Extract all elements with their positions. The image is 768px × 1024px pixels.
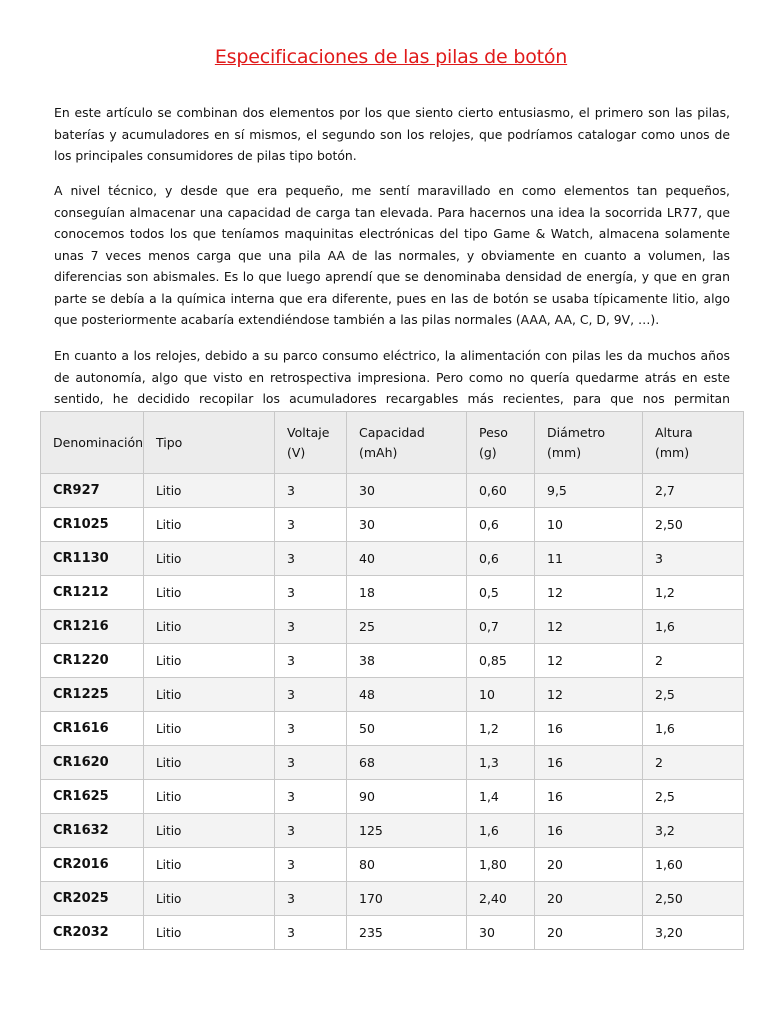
table-cell: 16 bbox=[535, 712, 643, 746]
table-cell: 30 bbox=[347, 474, 467, 508]
table-cell: 80 bbox=[347, 848, 467, 882]
table-cell: 1,6 bbox=[643, 712, 744, 746]
table-cell: CR1616 bbox=[41, 712, 144, 746]
table-cell: Litio bbox=[144, 916, 275, 950]
table-cell: Litio bbox=[144, 474, 275, 508]
table-cell: 16 bbox=[535, 746, 643, 780]
column-header-text: Denominación bbox=[53, 434, 144, 450]
table-cell: CR1625 bbox=[41, 780, 144, 814]
table-cell: 3 bbox=[275, 848, 347, 882]
table-cell: Litio bbox=[144, 746, 275, 780]
table-cell: 1,2 bbox=[643, 576, 744, 610]
table-cell: CR927 bbox=[41, 474, 144, 508]
column-header-text: (V) bbox=[287, 444, 306, 460]
column-header-text: (mm) bbox=[547, 444, 582, 460]
table-cell: 1,3 bbox=[467, 746, 535, 780]
intro-paragraph: En este artículo se combinan dos elementos por los que siento cierto entusiasmo, el primero son las pilas, baterías y acumuladores en sí mismos, el segundo son los relojes, que podríamos catalogar como unos de los principales consumidores de pilas tipo botón. bbox=[54, 105, 730, 164]
table-row bbox=[41, 882, 744, 916]
table-row bbox=[41, 542, 744, 576]
table-row bbox=[41, 644, 744, 678]
table-cell: 1,60 bbox=[643, 848, 744, 882]
column-header-text: Diámetro bbox=[547, 424, 606, 440]
table-cell: 16 bbox=[535, 780, 643, 814]
column-header bbox=[467, 412, 535, 474]
table-cell: 3 bbox=[275, 916, 347, 950]
table-cell: Litio bbox=[144, 610, 275, 644]
column-header bbox=[144, 412, 275, 474]
page-title: Especificaciones de las pilas de botón bbox=[214, 46, 568, 68]
table-cell: 3 bbox=[275, 746, 347, 780]
table-cell: 25 bbox=[347, 610, 467, 644]
table-cell: CR1216 bbox=[41, 610, 144, 644]
table-cell: Litio bbox=[144, 678, 275, 712]
column-header bbox=[41, 412, 144, 474]
table-cell: 3 bbox=[275, 712, 347, 746]
table-cell: Litio bbox=[144, 508, 275, 542]
table-cell: 12 bbox=[535, 610, 643, 644]
table-row bbox=[41, 916, 744, 950]
table-cell: 2,50 bbox=[643, 508, 744, 542]
column-header-text: Peso bbox=[479, 424, 508, 440]
table-cell: 18 bbox=[347, 576, 467, 610]
technical-paragraph: A nivel técnico, y desde que era pequeño, me sentí maravillado en como elementos tan pequeños, conseguían almacenar una capacidad de carga tan elevada. Para hacernos una idea la socorrida LR77, que conocemos todos los que teníamos maquinitas electrónicas del tipo Game & Watch, almacena solamente unas 7 veces menos carga que una pila AA de las normales, y obviamente en cuanto a volumen, las diferencias son abismales. Es lo que luego aprendí que se denominaba densidad de energía, y que en gran parte se debía a la química interna que era diferente, pues en las de botón se usaba típicamente litio, algo que posteriormente acabaría extendiéndose también a las pilas normales (AAA, AA, C, D, 9V, …). bbox=[54, 183, 730, 328]
table-cell: 0,7 bbox=[467, 610, 535, 644]
watches-paragraph: En cuanto a los relojes, debido a su parco consumo eléctrico, la alimentación con pilas les da muchos años de autonomía, algo que visto en retrospectiva impresiona. Pero como no quería quedarme atrás en este sentido, he decidido recopilar los acumuladores recargables más recientes, para que nos permitan bbox=[54, 348, 730, 407]
table-cell: 3,20 bbox=[643, 916, 744, 950]
table-cell: 2,40 bbox=[467, 882, 535, 916]
table-row bbox=[41, 848, 744, 882]
table-cell: CR2032 bbox=[41, 916, 144, 950]
table-cell: 38 bbox=[347, 644, 467, 678]
table-cell: 3,2 bbox=[643, 814, 744, 848]
column-header bbox=[275, 412, 347, 474]
table-cell: 3 bbox=[275, 678, 347, 712]
table-cell: 2,50 bbox=[643, 882, 744, 916]
table-cell: 1,6 bbox=[643, 610, 744, 644]
column-header-text: Capacidad bbox=[359, 424, 425, 440]
table-cell: 3 bbox=[275, 882, 347, 916]
table-cell: 3 bbox=[275, 576, 347, 610]
table-cell: 48 bbox=[347, 678, 467, 712]
table-cell: 2,7 bbox=[643, 474, 744, 508]
table-cell: 3 bbox=[275, 610, 347, 644]
table-cell: Litio bbox=[144, 780, 275, 814]
column-header bbox=[347, 412, 467, 474]
table-cell: 0,6 bbox=[467, 508, 535, 542]
table-cell: 1,4 bbox=[467, 780, 535, 814]
table-cell: 125 bbox=[347, 814, 467, 848]
table-cell: Litio bbox=[144, 576, 275, 610]
table-cell: 12 bbox=[535, 576, 643, 610]
column-header-text: (mm) bbox=[655, 444, 690, 460]
table-cell: 2,5 bbox=[643, 780, 744, 814]
table-cell: Litio bbox=[144, 882, 275, 916]
table-cell: CR1212 bbox=[41, 576, 144, 610]
table-cell: CR1220 bbox=[41, 644, 144, 678]
table-row bbox=[41, 678, 744, 712]
column-header-text: (mAh) bbox=[359, 444, 398, 460]
table-cell: 2 bbox=[643, 644, 744, 678]
table-cell: Litio bbox=[144, 814, 275, 848]
table-cell: 16 bbox=[535, 814, 643, 848]
table-row bbox=[41, 746, 744, 780]
column-header-text: Tipo bbox=[156, 434, 183, 450]
column-header bbox=[535, 412, 643, 474]
table-row bbox=[41, 576, 744, 610]
table-cell: Litio bbox=[144, 644, 275, 678]
table-cell: 20 bbox=[535, 882, 643, 916]
table-cell: 3 bbox=[275, 814, 347, 848]
table-row bbox=[41, 780, 744, 814]
table-row bbox=[41, 712, 744, 746]
table-cell: 0,60 bbox=[467, 474, 535, 508]
table-cell: 3 bbox=[275, 542, 347, 576]
table-cell: 3 bbox=[275, 474, 347, 508]
table-cell: 3 bbox=[275, 508, 347, 542]
table-cell: CR1620 bbox=[41, 746, 144, 780]
table-cell: 10 bbox=[467, 678, 535, 712]
table-cell: CR1632 bbox=[41, 814, 144, 848]
table-row bbox=[41, 814, 744, 848]
table-cell: 12 bbox=[535, 678, 643, 712]
table-cell: 30 bbox=[467, 916, 535, 950]
table-cell: 1,80 bbox=[467, 848, 535, 882]
column-header bbox=[643, 412, 744, 474]
table-cell: 68 bbox=[347, 746, 467, 780]
table-cell: 2,5 bbox=[643, 678, 744, 712]
table-cell: CR2025 bbox=[41, 882, 144, 916]
table-cell: CR1130 bbox=[41, 542, 144, 576]
table-cell: 3 bbox=[275, 780, 347, 814]
table-cell: 9,5 bbox=[535, 474, 643, 508]
table-row bbox=[41, 508, 744, 542]
table-cell: 170 bbox=[347, 882, 467, 916]
table-cell: 3 bbox=[275, 644, 347, 678]
column-header-text: Altura bbox=[655, 424, 693, 440]
table-cell: 20 bbox=[535, 848, 643, 882]
table-cell: 50 bbox=[347, 712, 467, 746]
table-cell: CR1225 bbox=[41, 678, 144, 712]
table-header-row bbox=[41, 412, 744, 474]
table-cell: 30 bbox=[347, 508, 467, 542]
table-row bbox=[41, 474, 744, 508]
table-cell: CR1025 bbox=[41, 508, 144, 542]
table-cell: 90 bbox=[347, 780, 467, 814]
table-cell: 40 bbox=[347, 542, 467, 576]
table-cell: 0,6 bbox=[467, 542, 535, 576]
table-cell: 235 bbox=[347, 916, 467, 950]
table-cell: Litio bbox=[144, 542, 275, 576]
table-cell: 3 bbox=[643, 542, 744, 576]
table-cell: 12 bbox=[535, 644, 643, 678]
table-cell: 0,85 bbox=[467, 644, 535, 678]
table-cell: 0,5 bbox=[467, 576, 535, 610]
table-cell: 2 bbox=[643, 746, 744, 780]
table-cell: 11 bbox=[535, 542, 643, 576]
table-cell: Litio bbox=[144, 712, 275, 746]
table-cell: 1,6 bbox=[467, 814, 535, 848]
battery-specs-table bbox=[40, 411, 744, 950]
column-header-text: Voltaje bbox=[287, 424, 330, 440]
table-cell: 1,2 bbox=[467, 712, 535, 746]
table-row bbox=[41, 610, 744, 644]
table-body bbox=[41, 474, 744, 950]
table-cell: CR2016 bbox=[41, 848, 144, 882]
table-cell: 10 bbox=[535, 508, 643, 542]
table-cell: Litio bbox=[144, 848, 275, 882]
table-cell: 20 bbox=[535, 916, 643, 950]
column-header-text: (g) bbox=[479, 444, 497, 460]
